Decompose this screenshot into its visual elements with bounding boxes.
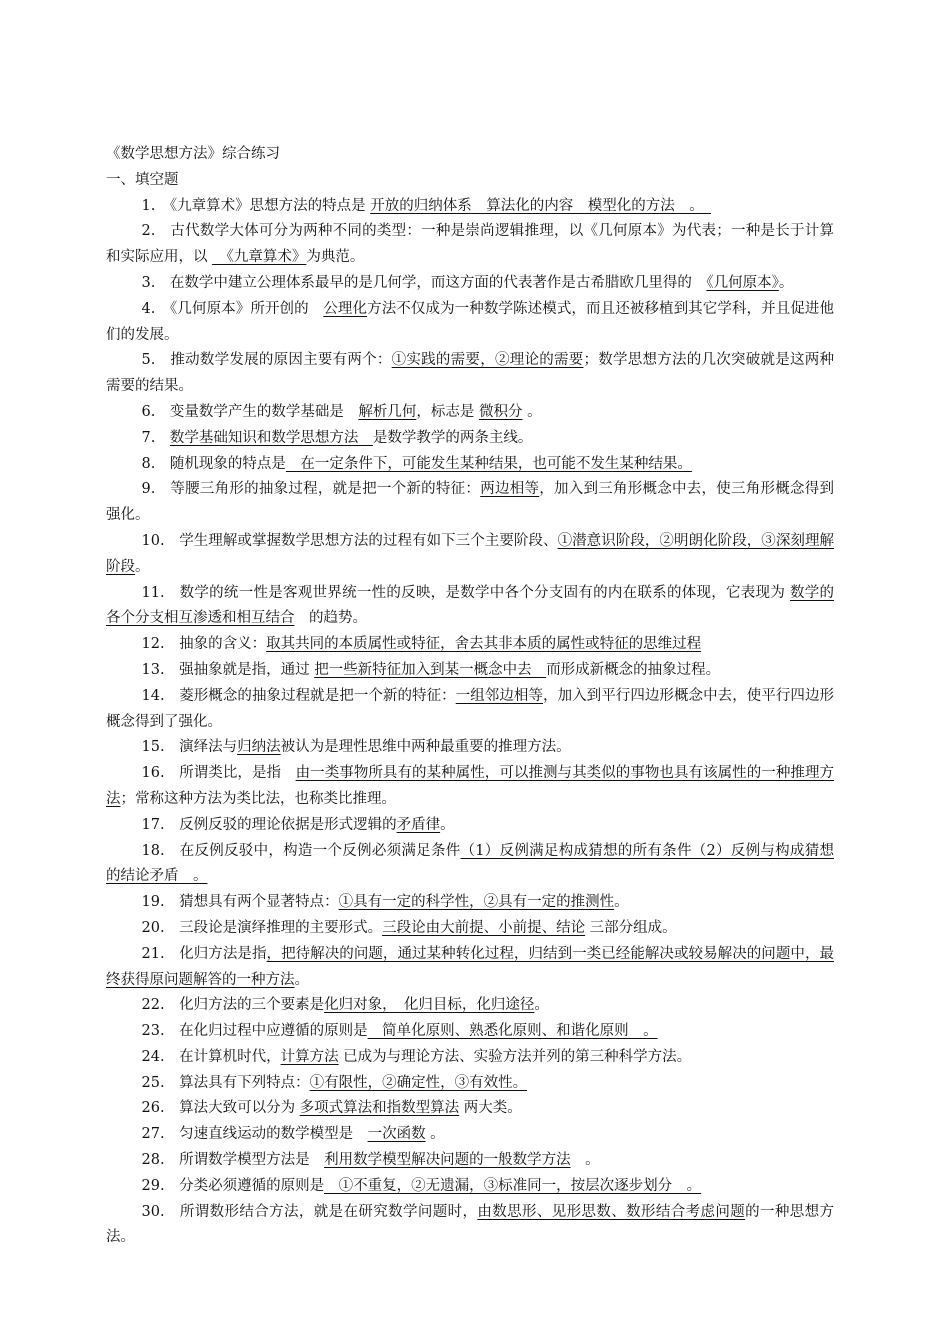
answer-text: 数学基础知识和数学思想方法 (169, 429, 373, 446)
question-item (106, 348, 834, 400)
question-text: 等腰三角形的抽象过程，就是把一个新的特征： (170, 481, 481, 498)
question-text: 抽象的含义： (179, 636, 267, 653)
question-number: 17. (141, 816, 165, 833)
question-number: 28. (141, 1152, 165, 1169)
question-item (106, 1096, 834, 1122)
answer-text: 公理化 (323, 300, 368, 317)
question-text: 化归方法的三个要素是 (179, 997, 325, 1014)
question-text: 是数学教学的两条主线。 (372, 429, 533, 446)
question-item (106, 529, 834, 581)
question-item (106, 658, 834, 684)
question-text: 被认为是理性思维中两种最重要的推理方法。 (280, 739, 571, 756)
question-text: 两大类。 (459, 1100, 522, 1117)
question-text: 反例反驳的理论依据是形式逻辑的 (179, 816, 397, 833)
answer-text: ①有限性，②确定性，③有效性。 (309, 1074, 528, 1091)
question-number: 22. (141, 997, 165, 1014)
question-number: 18. (141, 842, 165, 859)
question-text: 学生理解或掌握数学思想方法的过程有如下三个主要阶段、 (179, 532, 558, 549)
document-title: 《数学思想方法》综合练习 (106, 146, 280, 162)
question-item (106, 761, 834, 813)
question-item (106, 1019, 834, 1045)
question-item (106, 271, 834, 297)
answer-text: 三段论由大前提、小前提、结论 (382, 919, 586, 936)
question-text: ；常称这种方法为类比法，也称类比推理。 (120, 790, 396, 807)
answer-text: 矛盾律 (396, 816, 441, 833)
answer-text: 把一些新特征加入到某一概念中去 (314, 661, 547, 678)
question-text: 。 (135, 558, 150, 575)
question-number: 14. (141, 687, 165, 704)
question-text: 。 (614, 894, 629, 911)
question-item (106, 477, 834, 529)
question-text: 。 (425, 1126, 445, 1143)
question-text: 所谓数形结合方法，就是在研究数学问题时， (179, 1203, 478, 1220)
question-text: 方法不仅成为一种数学陈述模式，而且还被移植到其它学科，并且促进他们的发展。 (106, 300, 835, 343)
question-text: 。 (440, 816, 455, 833)
question-number: 27. (141, 1126, 165, 1143)
answer-text: ，把待解决的问题，通过某种转化过程，归结到一类已经能解决或较易解决的问题中，最终获得原问题解答的一种方法 (106, 945, 835, 988)
answer-text: ①潜意识阶段，②明朗化阶段，③深刻理解阶段 (106, 532, 835, 575)
question-text: 变量数学产生的数学基础是 (169, 403, 359, 420)
question-text: 。 (294, 971, 309, 988)
answer-text: 《九章算术》 (212, 249, 307, 266)
question-number: 5. (141, 352, 156, 369)
answer-text: 简单化原则、熟悉化原则、和谐化原则 。 (367, 1023, 658, 1040)
question-item (106, 890, 834, 916)
question-item (106, 1071, 834, 1097)
question-text: 匀速直线运动的数学模型是 (179, 1126, 368, 1143)
question-text: 数学的统一性是客观世界统一性的反映，是数学中各个分支固有的内在联系的体现，它表现为 (179, 584, 790, 601)
answer-text: 多项式算法和指数型算法 (299, 1100, 460, 1117)
question-item (106, 219, 834, 271)
question-item (106, 426, 834, 452)
question-item (106, 400, 834, 426)
question-text: 的一种思想方法。 (106, 1203, 835, 1246)
question-text: 所谓数学模型方法是 (179, 1152, 325, 1169)
question-item (106, 194, 834, 220)
answer-text: 计算方法 (280, 1048, 339, 1065)
question-text: 的趋势。 (294, 610, 367, 627)
question-number: 9. (141, 481, 156, 498)
question-text: 猜想具有两个显著特点： (179, 894, 339, 911)
answer-text: 由数思形、见形思数、数形结合考虑问题 (477, 1203, 746, 1220)
question-text: 。 (534, 997, 549, 1014)
question-item (106, 1122, 834, 1148)
question-item (106, 839, 834, 891)
question-text: 古代数学大体可分为两种不同的类型：一种是崇尚逻辑推理，以《几何原本》为代表；一种是长于计算和实际应用，以 (106, 223, 835, 266)
question-number: 24. (141, 1048, 165, 1065)
question-text: 为典范。 (306, 249, 365, 266)
question-text: 菱形概念的抽象过程就是把一个新的特征： (179, 687, 456, 704)
question-item (106, 735, 834, 761)
answer-text: 微积分 (478, 403, 523, 420)
question-text: 《几何原本》所开创的 (170, 300, 324, 317)
question-text: 。 (522, 403, 542, 420)
answer-text: 两边相等 (480, 481, 540, 498)
question-number: 4. (141, 300, 156, 317)
question-text: 三段论是演绎推理的主要形式。 (179, 919, 383, 936)
answer-text: ①实践的需要，②理论的需要 (391, 352, 584, 369)
question-text: 算法具有下列特点： (179, 1074, 310, 1091)
answer-text: 利用数学模型解决问题的一般数学方法 (324, 1152, 571, 1169)
question-text: 。 (778, 274, 794, 291)
question-number: 25. (141, 1074, 165, 1091)
question-number: 7. (141, 429, 156, 446)
answer-text: （1）反例满足构成猜想的所有条件（2）反例与构成猜想的结论矛盾 。 (106, 842, 835, 885)
question-number: 3. (141, 274, 156, 291)
question-number: 12. (141, 636, 165, 653)
question-text: 化归方法是指 (179, 945, 267, 962)
question-item (106, 1045, 834, 1071)
question-text: 在化归过程中应遵循的原则是 (179, 1023, 368, 1040)
answer-text: 由一类事物所具有的某种属性，可以推测与其类似的事物也具有该属性的一种推理方法 (106, 765, 835, 807)
question-number: 2. (141, 223, 156, 240)
question-text: 已成为与理论方法、实验方法并列的第三种科学方法。 (338, 1048, 692, 1065)
question-text: 推动数学发展的原因主要有两个： (170, 352, 392, 369)
question-list (106, 194, 834, 1252)
question-number: 15. (141, 739, 165, 756)
question-number: 29. (141, 1177, 165, 1194)
question-text: 在计算机时代， (179, 1048, 281, 1065)
question-text: 《九章算术》思想方法的特点是 (169, 197, 371, 214)
answer-text: 《几何原本》 (706, 274, 779, 291)
question-item (106, 632, 834, 658)
question-text: 算法大致可以分为 (179, 1100, 300, 1117)
question-number: 13. (141, 661, 165, 678)
question-number: 1. (141, 197, 156, 214)
question-number: 26. (141, 1100, 165, 1117)
answer-text: 一组邻边相等 (455, 687, 544, 704)
question-text: 强抽象就是指，通过 (179, 661, 315, 678)
question-number: 21. (141, 945, 165, 962)
question-item (106, 942, 834, 994)
question-item (106, 297, 834, 349)
question-text: 演绎法与 (179, 739, 238, 756)
question-text: 在数学中建立公理体系最早的是几何学，而这方面的代表著作是古希腊欧几里得的 (169, 274, 707, 291)
answer-text: 数学的各个分支相互渗透和相互结合 (106, 584, 835, 627)
question-number: 10. (141, 532, 165, 549)
question-text: ，标志是 (416, 403, 479, 420)
question-number: 23. (141, 1023, 165, 1040)
question-number: 8. (141, 455, 156, 472)
question-text: ，加入到平行四边形概念中去，使平行四边形概念得到了强化。 (106, 687, 835, 730)
document-page (106, 142, 834, 1251)
section-heading: 一、填空题 (106, 171, 179, 188)
question-item (106, 452, 834, 478)
question-text: 所谓类比，是指 (179, 765, 296, 782)
question-number: 11. (141, 584, 165, 601)
answer-text: 在一定条件下，可能发生某种结果，也可能不发生某种结果。 (285, 455, 692, 472)
answer-text: 归纳法 (237, 739, 281, 756)
answer-text: 一次函数 (367, 1126, 426, 1143)
answer-text: 化归对象， 化归目标，化归途径 (324, 997, 535, 1014)
question-text: 。 (570, 1152, 600, 1169)
question-text: 而形成新概念的抽象过程。 (546, 661, 721, 678)
question-item (106, 684, 834, 736)
question-item (106, 916, 834, 942)
question-item (106, 1174, 834, 1200)
question-text: 在反例反驳中，构造一个反例必须满足条件 (179, 842, 461, 859)
question-text: ；数学思想方法的几次突破就是这两种需要的结果。 (106, 352, 835, 395)
question-number: 20. (141, 919, 165, 936)
answer-text: 开放的归纳体系 算法化的内容 模型化的方法 。 (370, 197, 711, 214)
question-item (106, 993, 834, 1019)
question-text: ，加入到三角形概念中去，使三角形概念得到强化。 (106, 481, 835, 524)
question-number: 30. (141, 1203, 165, 1220)
answer-text: ①不重复，②无遗漏，③标准同一，按层次逐步划分 。 (324, 1177, 702, 1194)
answer-text: 解析几何 (358, 403, 417, 420)
question-text: 分类必须遵循的原则是 (179, 1177, 325, 1194)
question-item (106, 581, 834, 633)
question-item (106, 1148, 834, 1174)
question-text: 三部分组成。 (585, 919, 677, 936)
question-item (106, 813, 834, 839)
answer-text: 取其共同的本质属性或特征，舍去其非本质的属性或特征的思维过程 (266, 636, 702, 653)
question-item (106, 1200, 834, 1252)
question-number: 16. (141, 765, 165, 782)
question-number: 19. (141, 894, 165, 911)
question-number: 6. (141, 403, 156, 420)
answer-text: ①具有一定的科学性，②具有一定的推测性 (338, 894, 615, 911)
question-text: 随机现象的特点是 (169, 455, 286, 472)
